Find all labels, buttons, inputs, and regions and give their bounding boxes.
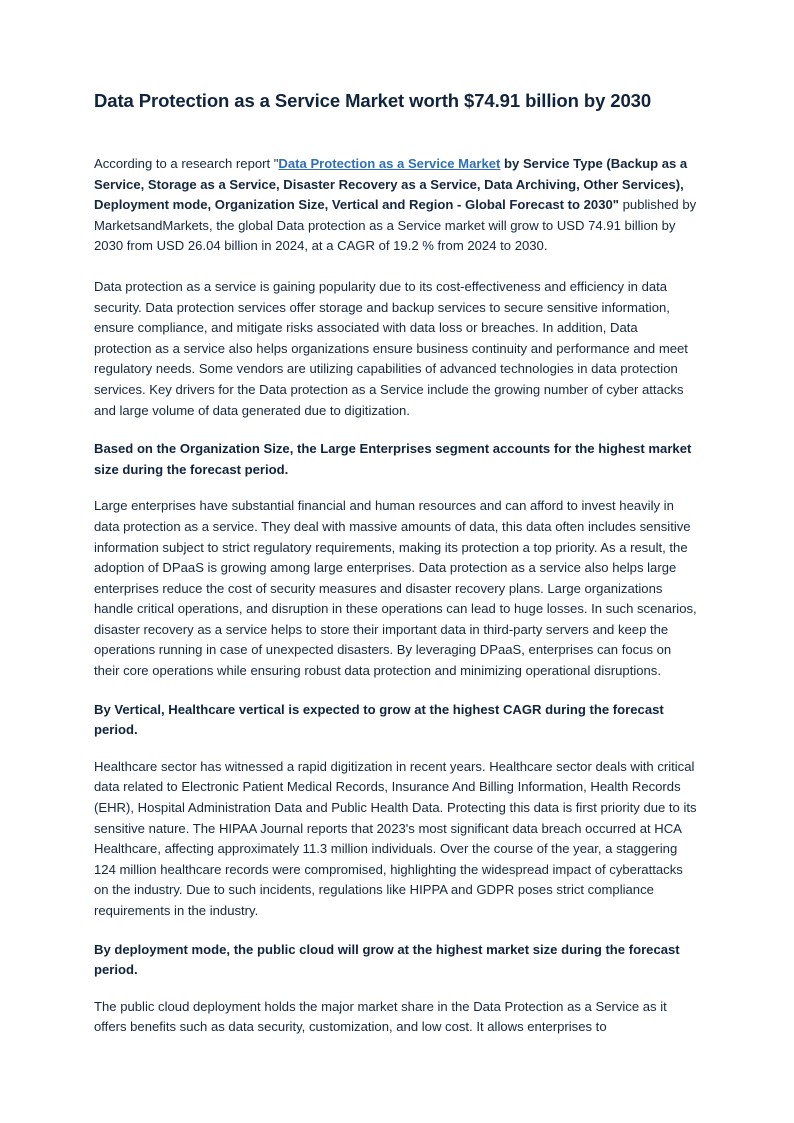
lead-closing-quote: " [612,197,619,213]
paragraph-vertical: Healthcare sector has witnessed a rapid digitization in recent years. Healthcare sector deals with critical data related to Electronic Patient Medical Records, Insurance And Billing Information, Health Records (EHR), Hospital Administration Data and Public Health Data. Protecting this data is first priority due to its sensitive nature. The HIPAA Journal reports that 2023's most significant data breach occurred at HCA Healthcare, affecting approximately 11.3 million individuals. Over the course of the year, a staggering 124 million healthcare records were compromised, highlighting the widespread impact of cyberattacks on the industry. Due to such incidents, regulations like HIPPA and GDPR poses strict compliance requirements in the industry. [94,758,697,918]
lead-bold-continuation: by Service Type (Backup as a Service, Storage as a Service, Disaster Recovery as a Service, Data Archiving, Other Services), Deployment mode, Organization Size, Vertical and Region - Global Forecast to 2030 [94,156,688,213]
lead-rest: published by MarketsandMarkets, the global Data protection as a Service market will grow to USD 74.91 billion by 2030 from USD 26.04 billion in 2024, at a CAGR of 19.2 % from 2024 to 2030. [94,197,697,254]
subheading-vertical: By Vertical, Healthcare vertical is expected to grow at the highest CAGR during the forecast period. [94,701,664,738]
market-report-link[interactable]: Data Protection as a Service Market [278,156,501,171]
subheading-deployment-mode: By deployment mode, the public cloud will grow at the highest market size during the forecast period. [94,941,680,978]
paragraph-organization-size: Large enterprises have substantial financial and human resources and can afford to invest heavily in data protection as a service. They deal with massive amounts of data, this data often includes sensitive information subject to strict regulatory requirements, making its protection a top priority. As a result, the adoption of DPaaS is growing among large enterprises. Data protection as a service also helps large enterprises reduce the cost of security measures and disaster recovery plans. Large organizations handle critical operations, and disruption in these operations can lead to huge losses. In such scenarios, disaster recovery as a service helps to store their important data in third-party servers and keep the operations running in case of unexpected disasters. By leveraging DPaaS, enterprises can focus on their core operations while ensuring robust data protection and minimizing operational disruptions. [94,498,697,679]
page-title: Data Protection as a Service Market worth $74.91 billion by 2030 [94,90,652,111]
paragraph-overview: Data protection as a service is gaining popularity due to its cost-effectiveness and efficiency in data security. Data protection services offer storage and backup services to secure sensitive information, ensure compliance, and mitigate risks associated with data loss or breaches. In addition, Data protection as a service also helps organizations ensure business continuity and performance and meet regulatory needs. Some vendors are utilizing capabilities of advanced technologies in data protection services. Key drivers for the Data protection as a Service include the growing number of cyber attacks and large volume of data generated due to digitization. [94,278,688,418]
paragraph-deployment-mode: The public cloud deployment holds the major market share in the Data Protection as a Service as it offers benefits such as data security, customization, and low cost. It allows enterprises to [94,998,667,1035]
lead-paragraph [94,154,698,257]
lead-intro: According to a research report " [94,156,279,171]
subheading-organization-size: Based on the Organization Size, the Large Enterprises segment accounts for the highest market size during the forecast period. [94,441,692,477]
